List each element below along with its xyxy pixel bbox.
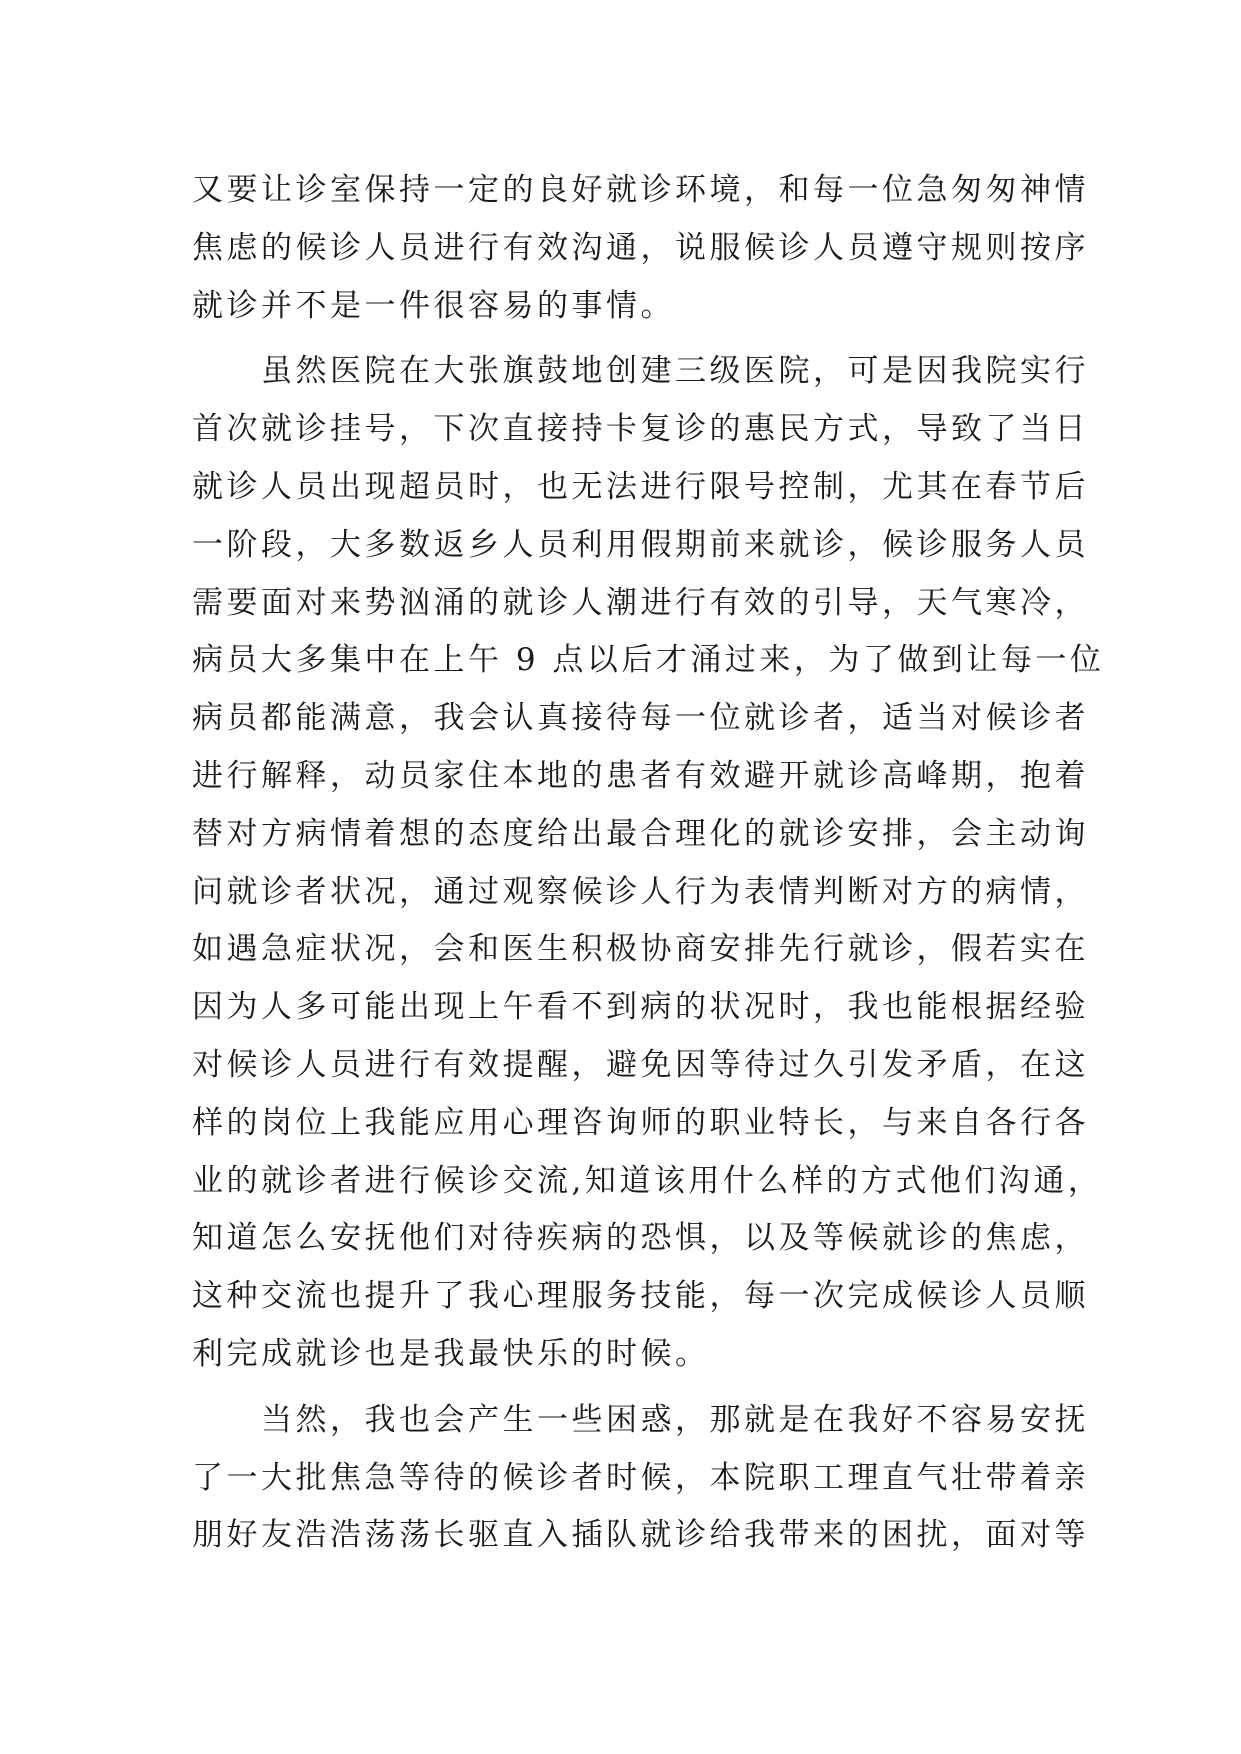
text-line: 样的岗位上我能应用心理咨询师的职业特长，与来自各行各	[192, 1104, 1089, 1141]
paragraph-2	[192, 343, 1105, 1383]
text-line: 利完成就诊也是我最快乐的时候。	[192, 1335, 710, 1372]
text-line: 了一大批焦急等待的候诊者时候，本院职工理直气壮带着亲	[192, 1459, 1089, 1496]
text-line: 又要让诊室保持一定的良好就诊环境，和每一位急匆匆神情	[192, 172, 1089, 208]
text-line: 如遇急症状况，会和医生积极协商安排先行就诊，假若实在	[192, 931, 1089, 968]
text-line: 虽然医院在大张旗鼓地创建三级医院，可是因我院实行	[261, 353, 1089, 390]
text-line: 进行解释，动员家住本地的患者有效避开就诊高峰期，抱着	[192, 757, 1089, 794]
text-line: 首次就诊挂号，下次直接持卡复诊的惠民方式，导致了当日	[192, 411, 1089, 448]
paragraph-gap	[192, 1384, 1052, 1392]
text-line: 一阶段，大多数返乡人员利用假期前来就诊，候诊服务人员	[192, 526, 1089, 563]
text-line: 当然，我也会产生一些困惑，那就是在我好不容易安抚	[261, 1401, 1089, 1438]
text-line: 需要面对来势汹涌的就诊人潮进行有效的引导，天气寒冷，	[192, 584, 1089, 621]
text-line: 问就诊者状况，通过观察候诊人行为表情判断对方的病情，	[192, 873, 1089, 910]
paragraph-1	[192, 162, 1089, 335]
text-line: 对候诊人员进行有效提醒，避免因等待过久引发矛盾，在这	[192, 1046, 1089, 1083]
text-line: 就诊人员出现超员时，也无法进行限号控制，尤其在春节后	[192, 468, 1089, 505]
text-line: 这种交流也提升了我心理服务技能，每一次完成候诊人员顺	[192, 1278, 1089, 1315]
body-text	[192, 162, 1105, 1565]
text-line: 就诊并不是一件很容易的事情。	[192, 287, 675, 324]
text-line: 病员都能满意，我会认真接待每一位就诊者，适当对候诊者	[192, 700, 1089, 737]
text-line: 因为人多可能出现上午看不到病的状况时，我也能根据经验	[192, 989, 1089, 1026]
text-line: 病员大多集中在上午 9 点以后才涌过来，为了做到让每一位	[192, 642, 1105, 679]
paragraph-gap	[192, 335, 1052, 343]
text-line: 朋好友浩浩荡荡长驱直入插队就诊给我带来的困扰，面对等	[192, 1517, 1089, 1554]
text-line: 业的就诊者进行候诊交流,知道该用什么样的方式他们沟通，	[192, 1162, 1103, 1199]
paragraph-3	[192, 1392, 1089, 1565]
text-line: 知道怎么安抚他们对待疾病的恐惧，以及等候就诊的焦虑，	[192, 1220, 1089, 1257]
text-line: 替对方病情着想的态度给出最合理化的就诊安排，会主动询	[192, 815, 1089, 852]
text-line: 焦虑的候诊人员进行有效沟通，说服候诊人员遵守规则按序	[192, 229, 1089, 266]
